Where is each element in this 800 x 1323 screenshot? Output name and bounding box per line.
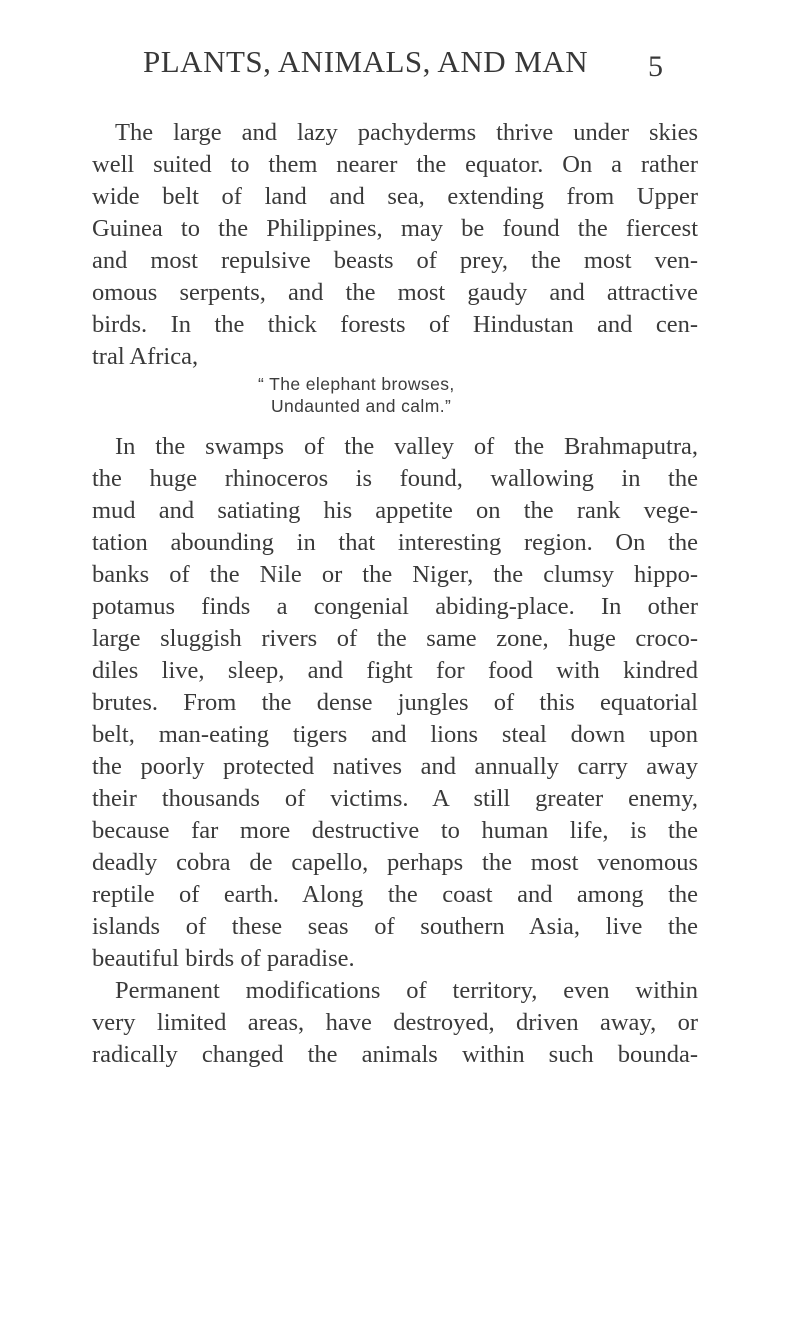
text-line: the poorly protected natives and annually carry away bbox=[92, 753, 698, 780]
text-line: omous serpents, and the most gaudy and attractive bbox=[92, 279, 698, 306]
text-line: their thousands of victims. A still greater enemy, bbox=[92, 785, 698, 812]
running-head: PLANTS, ANIMALS, AND MAN bbox=[143, 44, 589, 79]
text-line: potamus finds a congenial abiding-place. In other bbox=[92, 593, 698, 620]
text-line: large sluggish rivers of the same zone, huge croco- bbox=[92, 625, 698, 652]
text-line: tation abounding in that interesting region. On the bbox=[92, 529, 698, 556]
text-line: birds. In the thick forests of Hindustan and cen- bbox=[92, 311, 698, 338]
text-line: Permanent modifications of territory, even within bbox=[115, 977, 698, 1004]
text-line: and most repulsive beasts of prey, the most ven- bbox=[92, 247, 698, 274]
text-line: tral Africa, bbox=[92, 343, 199, 370]
text-line: deadly cobra de capello, perhaps the most venomous bbox=[92, 849, 698, 876]
text-line: wide belt of land and sea, extending from Upper bbox=[92, 183, 698, 210]
quote-line: “ The elephant browses, bbox=[258, 374, 455, 394]
text-line: reptile of earth. Along the coast and among the bbox=[92, 881, 698, 908]
text-line: brutes. From the dense jungles of this equatorial bbox=[92, 689, 698, 716]
page-number: 5 bbox=[648, 50, 663, 83]
text-line: beautiful birds of paradise. bbox=[92, 945, 355, 972]
text-line: very limited areas, have destroyed, driven away, or bbox=[92, 1009, 698, 1036]
quote-line: Undaunted and calm.” bbox=[271, 396, 452, 416]
text-line: the huge rhinoceros is found, wallowing in the bbox=[92, 465, 698, 492]
text-line: islands of these seas of southern Asia, live the bbox=[92, 913, 698, 940]
text-line: In the swamps of the valley of the Brahmaputra, bbox=[115, 433, 698, 460]
text-line: Guinea to the Philippines, may be found the fiercest bbox=[92, 215, 698, 242]
text-line: radically changed the animals within such bounda- bbox=[92, 1041, 698, 1068]
text-line: banks of the Nile or the Niger, the clumsy hippo- bbox=[92, 561, 698, 588]
text-line: The large and lazy pachyderms thrive under skies bbox=[115, 119, 698, 146]
text-line: because far more destructive to human life, is the bbox=[92, 817, 698, 844]
text-line: well suited to them nearer the equator. On a rather bbox=[92, 151, 698, 178]
text-line: belt, man-eating tigers and lions steal down upon bbox=[92, 721, 698, 748]
text-line: diles live, sleep, and fight for food with kindred bbox=[92, 657, 698, 684]
text-line: mud and satiating his appetite on the rank vege- bbox=[92, 497, 698, 524]
